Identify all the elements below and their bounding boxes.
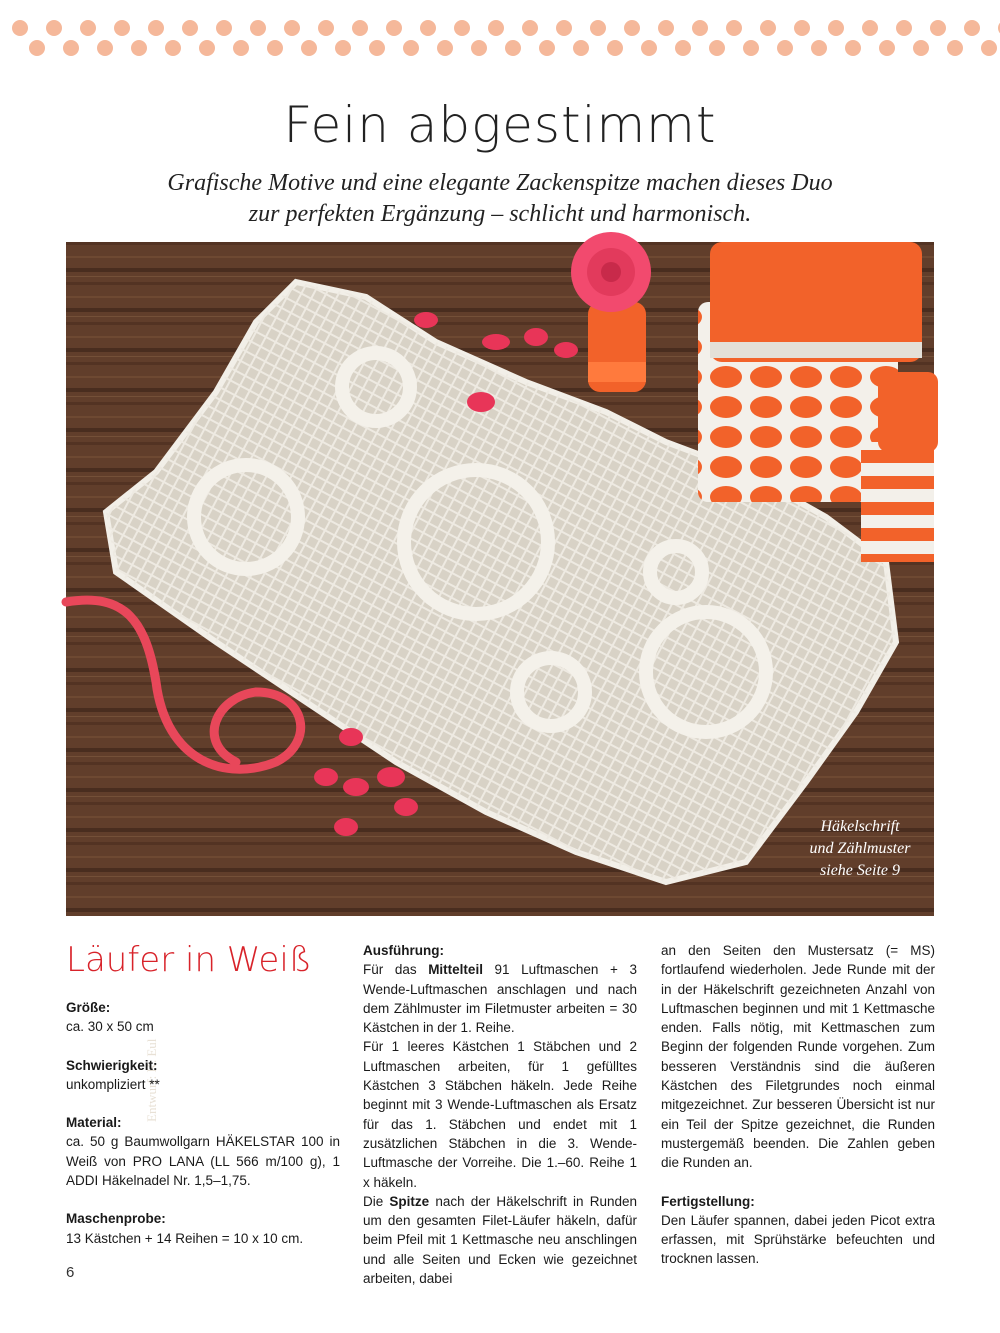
subtitle-line-2: zur perfekten Ergänzung – schlicht und harmonisch. [248,201,752,227]
dot [964,20,980,36]
doily-illustration [66,242,934,916]
dot [862,20,878,36]
dot [165,40,181,56]
instructions-paragraph-1 [363,960,637,1037]
dot [80,20,96,36]
instructions-paragraph-2: Für 1 leeres Kästchen 1 Stäbchen und 2 Luftmaschen arbeiten, für 1 gefülltes Kästchen 3 Stäbchen häkeln. Jede Reihe beginnt mit 3 Wende-Luftmaschen als Ersatz für das 1. Stäbchen und endet mit 1 zusätzlichen Stäbchen in die 3. Wende-Luftmasche der Vorreihe. Die 1.–60. Reihe 1 x häkeln. [363,1039,637,1190]
column-3 [661,941,935,1269]
instr-p1-pre: Für das [363,962,429,978]
dot [182,20,198,36]
dot [488,20,504,36]
dot [369,40,385,56]
column-2 [363,941,637,1288]
caption-line-1: Häkelschrift [820,818,900,835]
dot [794,20,810,36]
gauge-block [66,1209,340,1248]
dot [46,20,62,36]
finishing-label: Fertigstellung: [661,1193,755,1209]
dot [250,20,266,36]
material-block [66,1113,340,1190]
difficulty-block [66,1056,340,1095]
instr-p3-part-a: nach der Häkelschrift in Runden um den gesamten Filet-Läufer häkeln, dafür beim Pfeil mit 1 Kettmasche neu anschlingen und alle Seiten und Ecken wie gezeichnet arbeiten, dabei [363,1193,637,1287]
column-1 [66,998,340,1267]
caption-line-2: und Zählmuster [809,840,911,857]
dot [437,40,453,56]
dot-border [0,18,1000,62]
dot [352,20,368,36]
dot [947,40,963,56]
difficulty-label: Schwierigkeit: [66,1057,158,1073]
photo-credit: Entwurf: K. Eul [144,1038,159,1122]
instr-p3-pre: Die [363,1193,390,1209]
dot [828,20,844,36]
dot [131,40,147,56]
dot [420,20,436,36]
dot [692,20,708,36]
gauge-value: 13 Kästchen + 14 Reihen = 10 x 10 cm. [66,1230,304,1246]
dot [556,20,572,36]
material-value: ca. 50 g Baumwollgarn HÄKELSTAR 100 in Weiß von PRO LANA (LL 566 m/100 g), 1 ADDI Häkelnadel Nr. 1,5–1,75. [66,1134,340,1189]
dot [233,40,249,56]
dot [335,40,351,56]
size-value: ca. 30 x 50 cm [66,1019,154,1035]
instr-p1-bold: Mittelteil [428,962,483,978]
dot [930,20,946,36]
dot [12,20,28,36]
instr-p3-bold: Spitze [389,1193,430,1209]
dot [97,40,113,56]
dot [301,40,317,56]
gauge-label: Maschenprobe: [66,1211,166,1227]
dot [624,20,640,36]
article-title: Läufer in Weiß [66,940,312,980]
dot [709,40,725,56]
dot [641,40,657,56]
caption-line-3: siehe Seite 9 [820,862,900,879]
dot [658,20,674,36]
dot [522,20,538,36]
instr-p1-post: 91 Luftmaschen + 3 Wende-Luftmaschen anschlagen und nach dem Zählmuster im Filetmuster arbeiten = 30 Kästchen in der 1. Reihe. [363,962,637,1036]
size-label: Größe: [66,1000,111,1015]
dot [675,40,691,56]
dot [879,40,895,56]
dot [539,40,555,56]
dot [573,40,589,56]
page-title: Fein abgestimmt [283,96,717,154]
dot [811,40,827,56]
dot [726,20,742,36]
dot [505,40,521,56]
dot [216,20,232,36]
material-label: Material: [66,1115,122,1131]
instr-p3-part-b: an den Seiten den Mustersatz (= MS) fortlaufend wiederholen. Jede Runde mit der in der Häkelschrift gezeichneten Anzahl von Luftmaschen beginnen und mit 1 Kettmasche enden. Falls nötig, mit Kettmaschen zum Beginn der folgenden Runde vorgehen. Zum besseren Verständnis sind die äußeren Kästchen des Filetgrundes noch einmal mitgezeichnet. Zur besseren Übersicht ist nur ein Teil der Spitze gezeichnet, die Runden mustergemäß beenden. Die Zahlen geben die Runden an. [661,943,935,1171]
finishing-value: Den Läufer spannen, dabei jeden Picot extra erfassen, mit Sprühstärke befeuchten und trocknen lassen. [661,1212,935,1267]
dot [471,40,487,56]
page-subtitle [100,168,900,230]
dot [63,40,79,56]
instructions-label: Ausführung: [363,943,444,958]
dot [148,20,164,36]
dot [114,20,130,36]
dot [284,20,300,36]
dot [267,40,283,56]
dot [590,20,606,36]
page-number: 6 [66,1264,75,1281]
dot [743,40,759,56]
dot [760,20,776,36]
dot [777,40,793,56]
dot [607,40,623,56]
dot [454,20,470,36]
dot [896,20,912,36]
dot [403,40,419,56]
dot [318,20,334,36]
dot [913,40,929,56]
dot [981,40,997,56]
difficulty-value: unkompliziert ** [66,1076,160,1092]
dot [386,20,402,36]
instructions-paragraph-3 [363,1192,637,1288]
size-block [66,998,340,1037]
photo-caption [776,816,944,882]
dot [845,40,861,56]
dot [29,40,45,56]
subtitle-line-1: Grafische Motive und eine elegante Zackenspitze machen dieses Duo [167,170,833,196]
dot [199,40,215,56]
